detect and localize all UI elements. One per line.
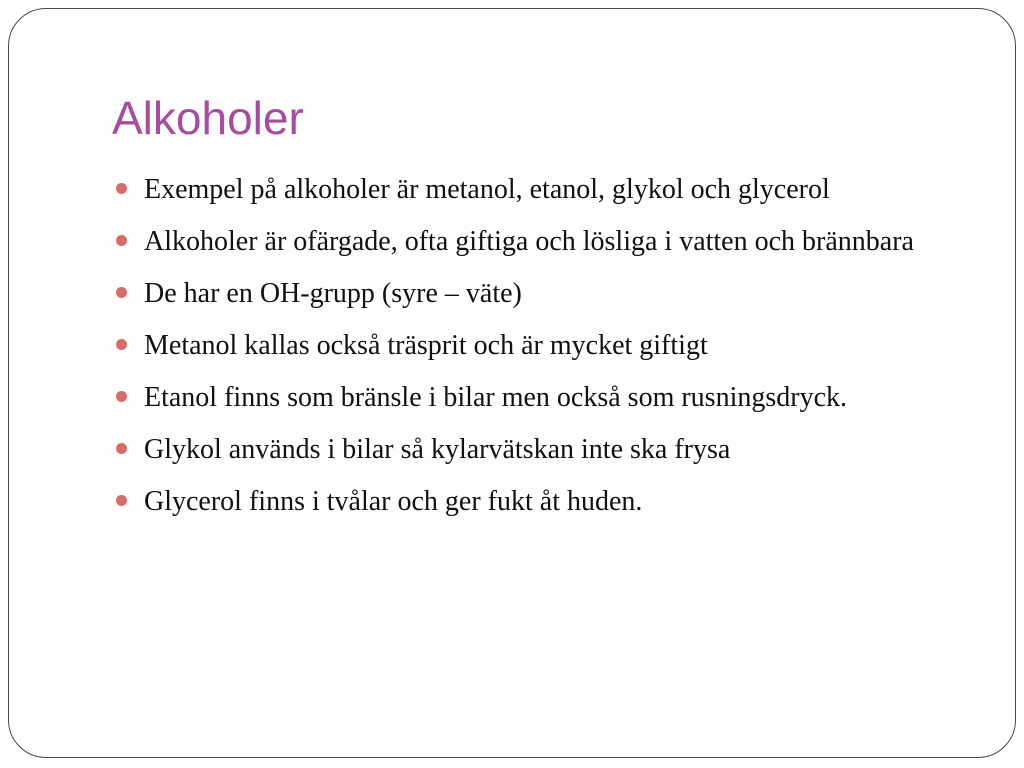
bullet-dot-icon bbox=[116, 391, 127, 402]
slide-title: Alkoholer bbox=[112, 92, 304, 144]
bullet-dot-icon bbox=[116, 235, 127, 246]
bullet-dot-icon bbox=[116, 339, 127, 350]
bullet-item bbox=[116, 168, 976, 212]
bullet-dot-icon bbox=[116, 495, 127, 506]
bullet-text: Metanol kallas också träsprit och är mycket giftigt bbox=[144, 330, 708, 361]
bullet-text: Exempel på alkoholer är metanol, etanol, glykol och glycerol bbox=[144, 174, 830, 205]
bullet-item bbox=[116, 272, 976, 316]
bullet-item bbox=[116, 480, 976, 524]
bullet-item bbox=[116, 428, 976, 472]
bullet-item bbox=[116, 376, 976, 420]
bullet-list bbox=[116, 168, 976, 532]
bullet-text: De har en OH-grupp (syre – väte) bbox=[144, 278, 522, 309]
bullet-dot-icon bbox=[116, 183, 127, 194]
bullet-text: Alkoholer är ofärgade, ofta giftiga och lösliga i vatten och brännbara bbox=[144, 226, 914, 257]
bullet-text: Etanol finns som bränsle i bilar men också som rusningsdryck. bbox=[144, 382, 847, 413]
bullet-text: Glykol används i bilar så kylarvätskan inte ska frysa bbox=[144, 434, 731, 465]
bullet-text: Glycerol finns i tvålar och ger fukt åt huden. bbox=[144, 486, 643, 517]
bullet-item bbox=[116, 220, 976, 264]
bullet-item bbox=[116, 324, 976, 368]
bullet-dot-icon bbox=[116, 443, 127, 454]
bullet-dot-icon bbox=[116, 287, 127, 298]
